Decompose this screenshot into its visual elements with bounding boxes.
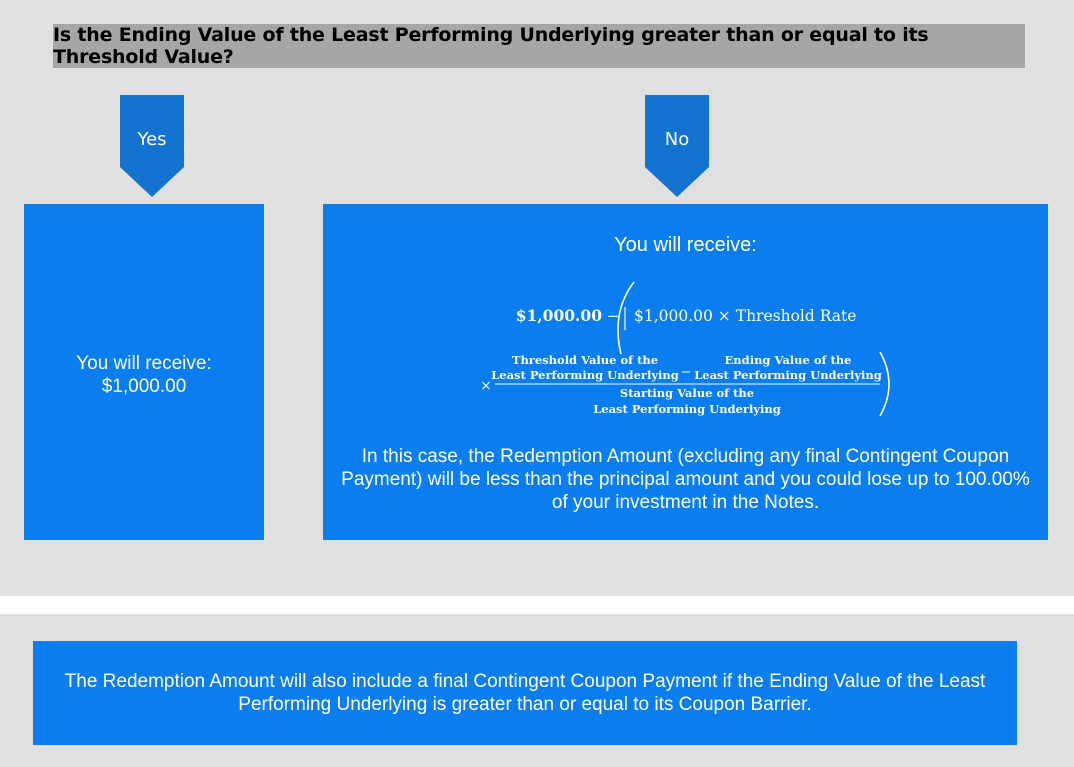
yes-outcome-box [24,204,264,540]
numerator-a-line2: Least Performing Underlying [491,368,679,382]
formula-right-paren [880,352,889,416]
no-outcome-description: In this case, the Redemption Amount (excluding any final Contingent Coupon Payment) will be less than the principal amount and you could lose up to 100.00% of your investment in the Notes. [341,446,1030,513]
formula-left-paren [618,282,634,354]
redemption-formula [323,204,1048,434]
formula-times: × [480,378,492,394]
no-label: No [664,129,690,150]
no-arrow [645,95,709,197]
no-outcome-box [323,204,1048,540]
yes-outcome-text [24,352,264,398]
formula-principal: $1,000.00 [515,306,602,325]
numerator-b-line1: Ending Value of the [724,353,852,367]
formula-inner-term: $1,000.00 × Threshold Rate [634,307,857,325]
yes-arrow [120,95,184,197]
numerator-minus: − [680,365,692,380]
yes-label: Yes [137,129,167,150]
denominator-line2: Least Performing Underlying [593,402,781,416]
coupon-note-box [33,641,1017,745]
yes-receive-amount: $1,000.00 [101,376,187,397]
decision-question: Is the Ending Value of the Least Performing Underlying greater than or equal to its Threshold Value? [53,24,1025,68]
yes-receive-label: You will receive: [76,353,212,374]
no-receive-label: You will receive: [614,234,757,256]
formula-minus: − [606,307,620,325]
numerator-b-line2: Least Performing Underlying [694,368,882,382]
numerator-a-line1: Threshold Value of the [511,353,659,367]
denominator-line1: Starting Value of the [619,386,755,400]
coupon-note-text: The Redemption Amount will also include a final Contingent Coupon Payment if the Ending Value of the Least Performing Underlying is greater than or equal to its Coupon Barrier. [64,671,986,715]
